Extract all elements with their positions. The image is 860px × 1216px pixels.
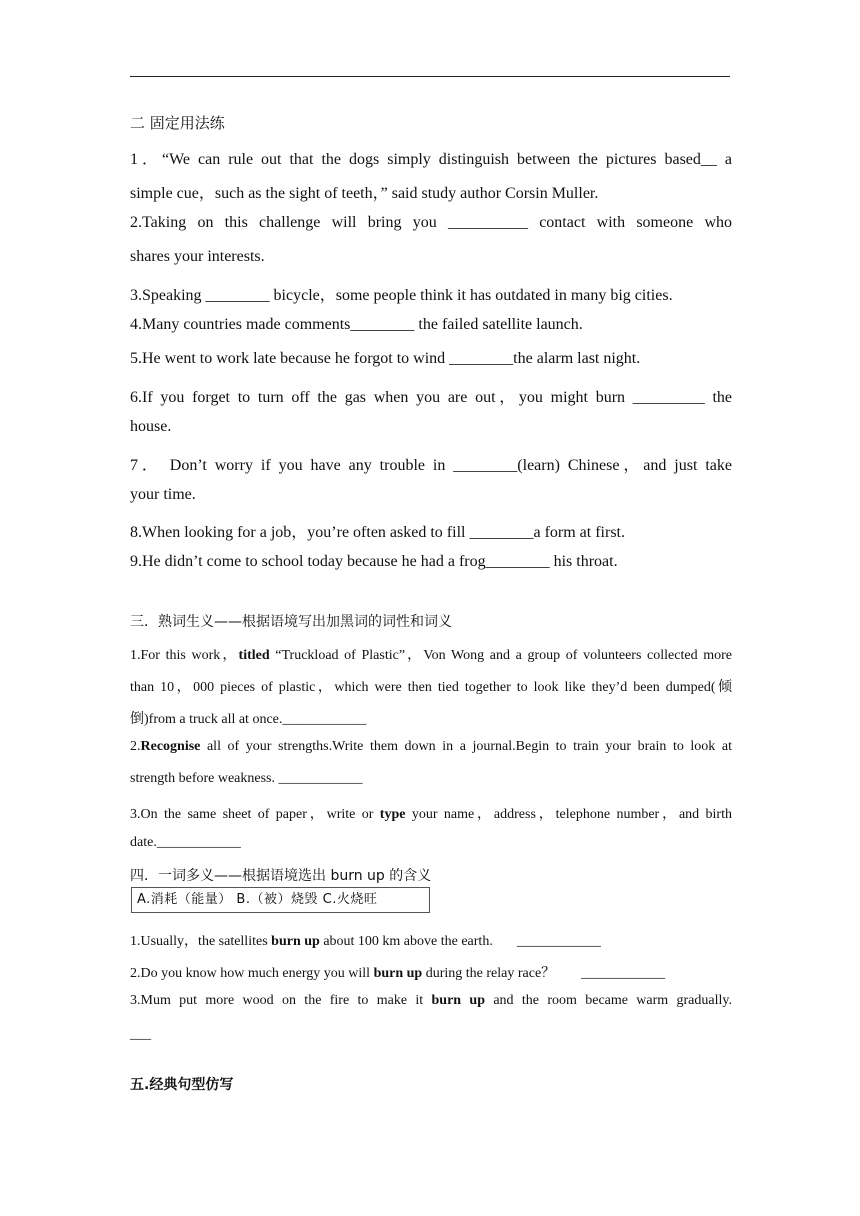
s3-q1-line-3: 倒)from a truck all at once.____________ (130, 712, 367, 727)
s2-line-10: 7． Don’t worry if you have any trouble in ________(learn) Chinese，and just take (130, 457, 733, 474)
s3-q1-line-2: than 10，000 pieces of plastic，which were then tied together to look like they’d been dumped(倾 (130, 680, 732, 695)
s2-line-9: house. (130, 418, 172, 435)
s2-line-13: 9.He didn’t come to school today because he had a frog________ his throat. (130, 553, 618, 570)
options-box: A.消耗（能量） B.（被）烧毁 C.火烧旺 (131, 887, 430, 913)
s2-line-7: 5.He went to work late because he forgot to wind ________the alarm last night. (130, 350, 641, 367)
s2-line-11: your time. (130, 486, 196, 503)
s2-line-1: 1．“We can rule out that the dogs simply distinguish between the pictures based__ a (130, 151, 733, 168)
s2-line-5: 3.Speaking ________ bicycle，some people think it has outdated in many big cities. (130, 287, 673, 304)
s4-q1: 1.Usually，the satellites burn up about 100 km above the earth. ____________ (130, 934, 601, 949)
section-3-title: 三．熟词生义——根据语境写出加黑词的词性和词义 (130, 614, 452, 630)
s3-q3-line-2: date.____________ (130, 835, 241, 850)
s3-q2-line-2: strength before weakness. ____________ (130, 771, 363, 786)
s2-line-4: shares your interests. (130, 248, 265, 265)
header-rule (130, 76, 730, 77)
section-5-title: 五.经典句型仿写 (130, 1077, 234, 1093)
s4-q3-line-2: ___ (130, 1027, 151, 1042)
s2-line-2: simple cue，such as the sight of teeth，” said study author Corsin Muller. (130, 185, 599, 202)
s4-q2: 2.Do you know how much energy you will burn up during the relay race？ ____________ (130, 966, 666, 981)
s2-line-12: 8.When looking for a job，you’re often asked to fill ________a form at first. (130, 524, 625, 541)
s3-q2-line-1: 2.Recognise all of your strengths.Write them down in a journal.Begin to train your brain to look at (130, 739, 732, 754)
s4-q3-line-1: 3.Mum put more wood on the fire to make it burn up and the room became warm gradually. (130, 993, 732, 1008)
s2-line-3: 2.Taking on this challenge will bring you __________ contact with someone who (130, 214, 732, 231)
s2-line-8: 6.If you forget to turn off the gas when you are out，you might burn _________ the (130, 389, 732, 406)
s3-q1-line-1: 1.For this work，titled “Truckload of Plastic”，Von Wong and a group of volunteers collected more (130, 648, 732, 663)
s2-line-6: 4.Many countries made comments________ the failed satellite launch. (130, 316, 583, 333)
section-4-title: 四．一词多义——根据语境选出 burn up 的含义 (130, 868, 432, 884)
section-2-title: 二 固定用法练 (130, 114, 225, 132)
s3-q3-line-1: 3.On the same sheet of paper，write or type your name，address，telephone number，and birth (130, 807, 732, 822)
